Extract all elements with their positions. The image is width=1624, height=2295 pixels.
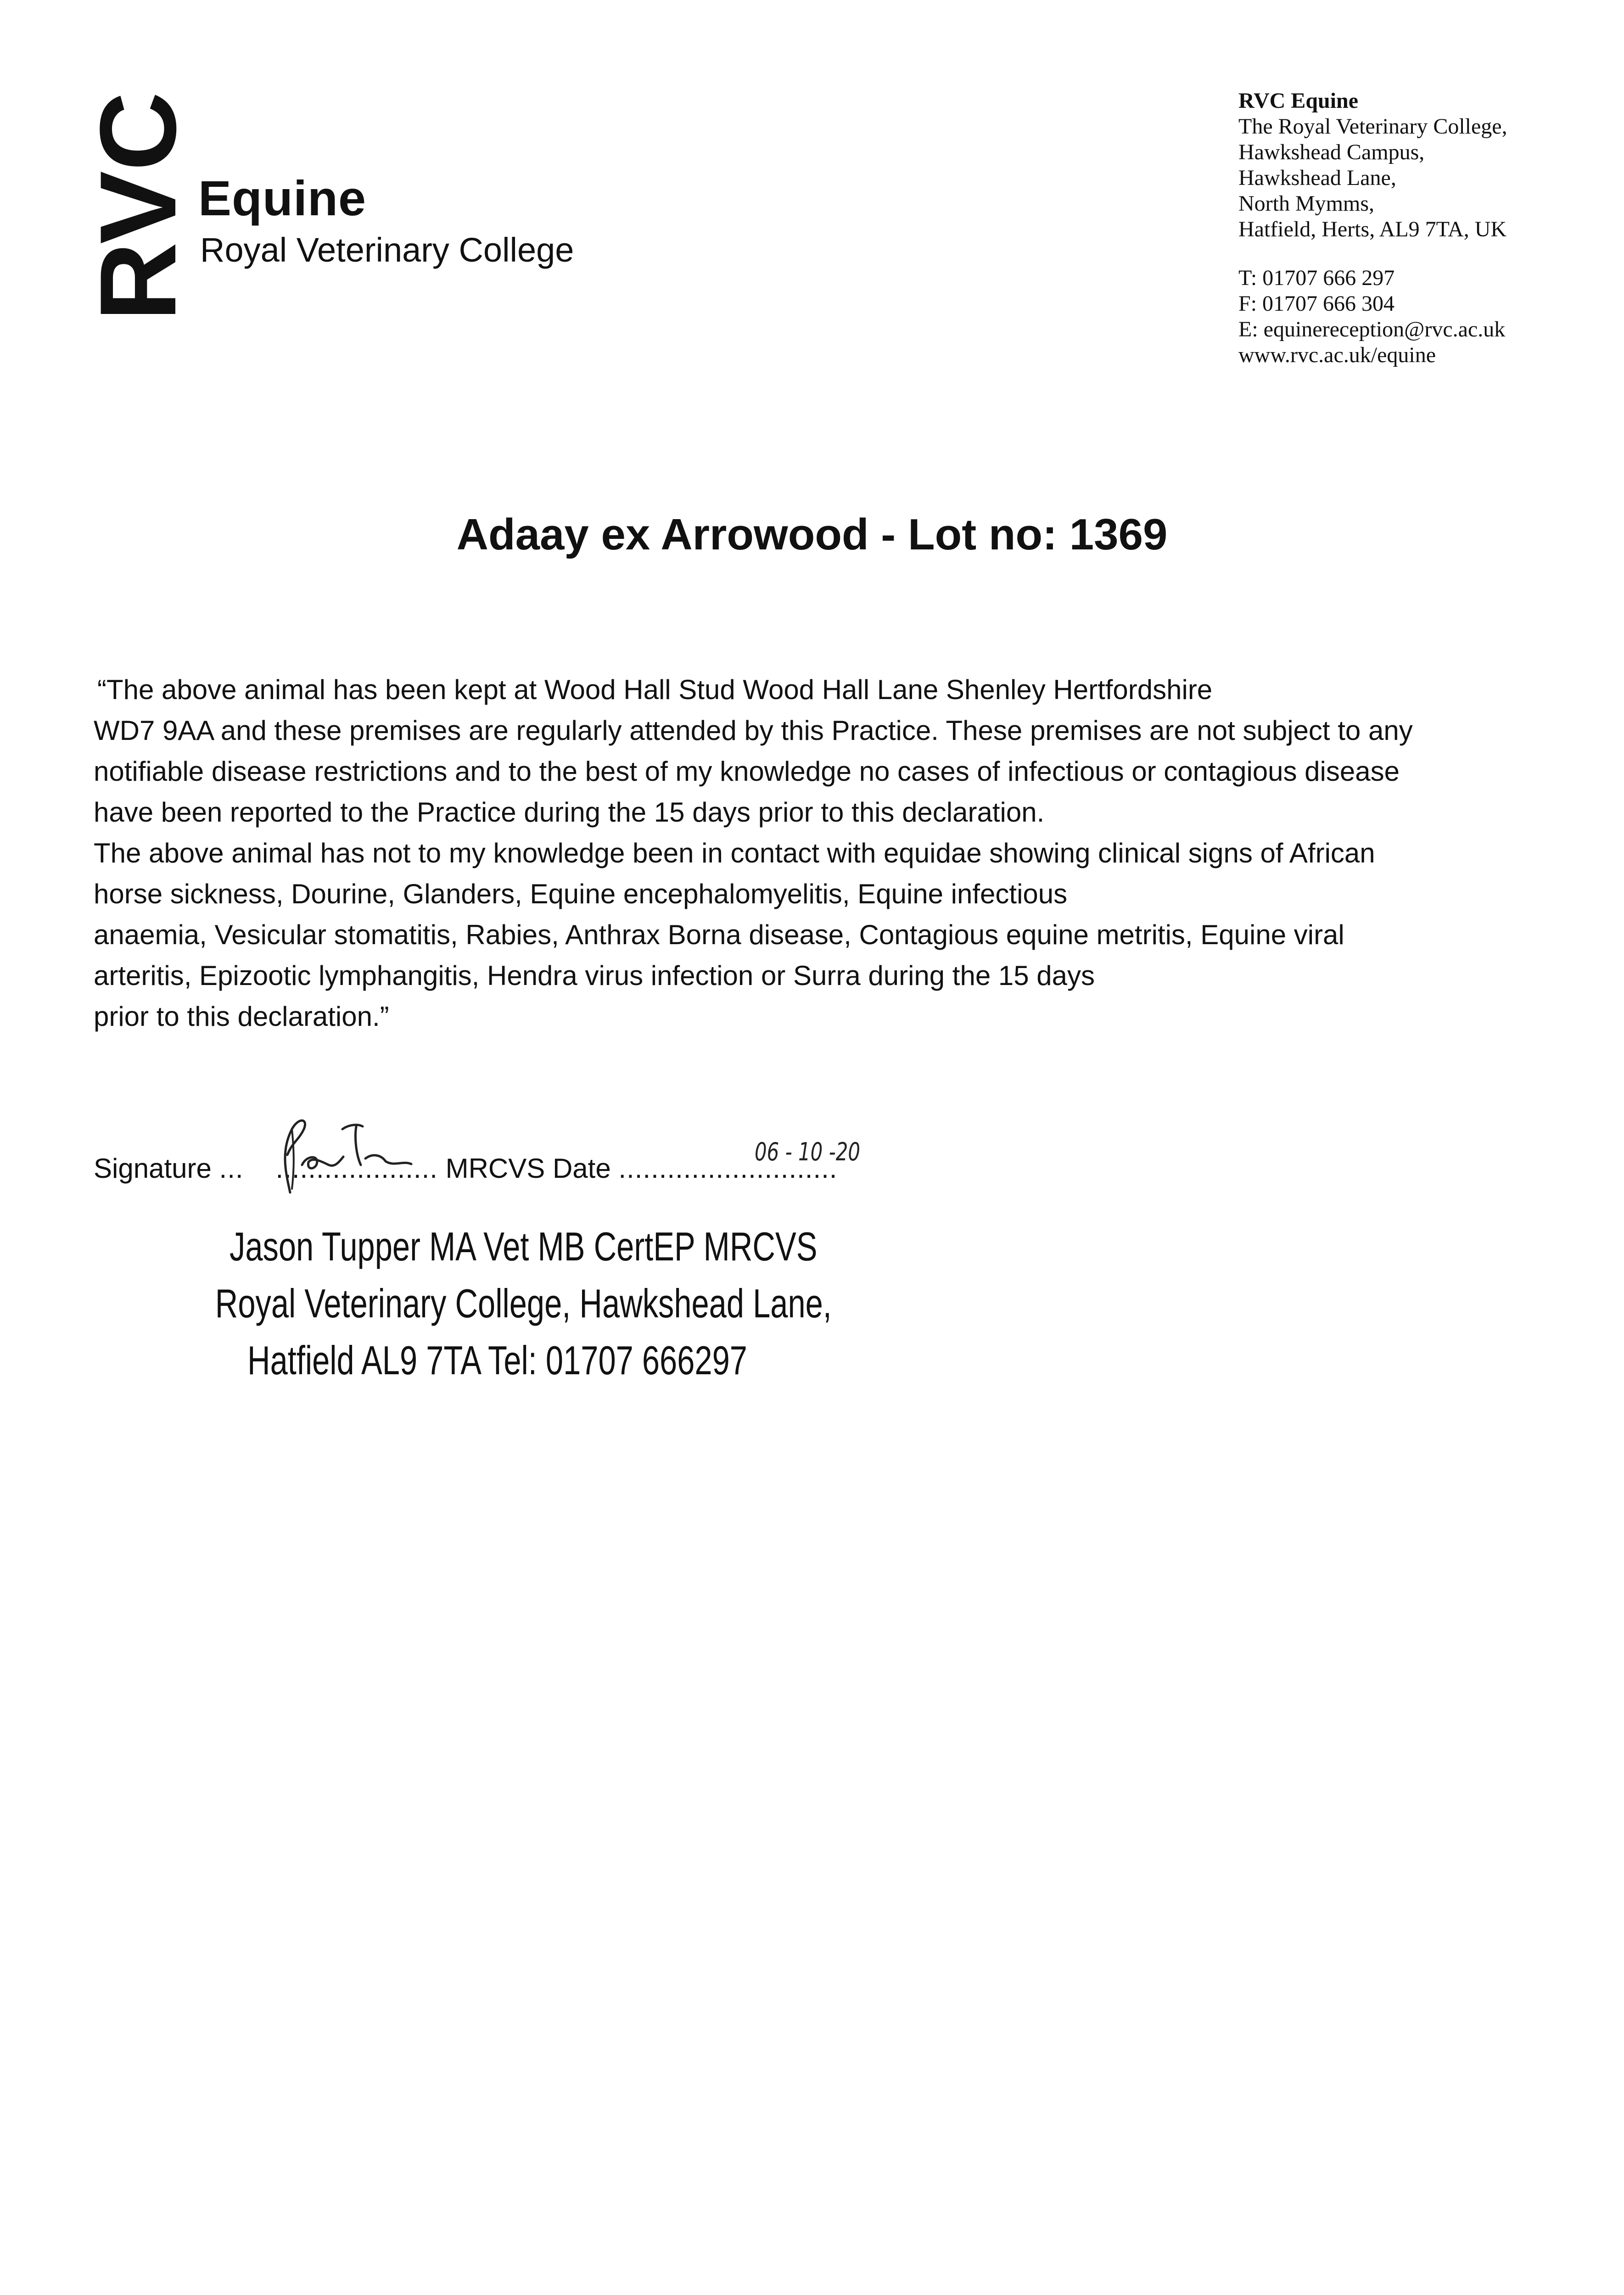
stamp-line: Jason Tupper MA Vet MB CertEP MRCVS — [230, 1224, 818, 1269]
logo-equine-wordmark: Equine — [198, 170, 367, 226]
declaration-line: notifiable disease restrictions and to the best of my knowledge no cases of infectious or contagious disease — [94, 756, 1400, 787]
address-line: Hawkshead Campus, — [1238, 140, 1425, 164]
declaration-line: prior to this declaration.” — [94, 1001, 389, 1032]
handwritten-date-text: 06 - 10 -20 — [755, 1137, 860, 1166]
signature-scribble-icon — [248, 1111, 431, 1198]
address-line: The Royal Veterinary College, — [1238, 114, 1507, 139]
signature-row — [94, 1155, 837, 1182]
declaration-line: horse sickness, Dourine, Glanders, Equine encephalomyelitis, Equine infectious — [94, 879, 1068, 909]
contact-phone: T: 01707 666 297 — [1238, 266, 1395, 290]
contact-website: www.rvc.ac.uk/equine — [1238, 343, 1436, 367]
declaration-line: “The above animal has been kept at Wood Hall Stud Wood Hall Lane Shenley Hertfordshire — [97, 674, 1213, 705]
vet-stamp — [215, 1224, 832, 1397]
stamp-line: Hatfield AL9 7TA Tel: 01707 666297 — [247, 1338, 747, 1383]
signature-label: Signature — [94, 1153, 212, 1184]
address-spacer — [1238, 242, 1507, 265]
declaration-line: WD7 9AA and these premises are regularly attended by this Practice. These premises are not subject to any — [94, 715, 1413, 746]
address-block — [1238, 88, 1507, 368]
declaration-line: The above animal has not to my knowledge been in contact with equidae showing clinical signs of African — [94, 838, 1375, 868]
rvc-logo-text: RVC — [78, 94, 199, 321]
stamp-line: Royal Veterinary College, Hawkshead Lane, — [215, 1281, 832, 1326]
declaration-line: anaemia, Vesicular stomatitis, Rabies, Anthrax Borna disease, Contagious equine metritis, Equine viral — [94, 919, 1344, 950]
signature-dots-mid: .................... — [275, 1153, 438, 1184]
declaration-text — [94, 669, 1553, 1037]
handwritten-signature — [248, 1111, 431, 1198]
rvc-logo-mark — [78, 87, 199, 326]
handwritten-date-icon — [753, 1133, 863, 1174]
rvc-logo-icon — [78, 87, 199, 326]
declaration-line: have been reported to the Practice during the 15 days prior to this declaration. — [94, 797, 1045, 828]
handwritten-date — [753, 1133, 863, 1174]
contact-email: E: equinereception@rvc.ac.uk — [1238, 317, 1506, 341]
address-name: RVC Equine — [1238, 89, 1359, 113]
logo-college-wordmark: Royal Veterinary College — [200, 231, 574, 269]
address-line: North Mymms, — [1238, 191, 1375, 216]
document-title: Adaay ex Arrowood - Lot no: 1369 — [456, 510, 1168, 559]
date-dots: ........................... — [618, 1153, 838, 1184]
contact-fax: F: 01707 666 304 — [1238, 291, 1395, 316]
signature-dots-left: ... — [219, 1153, 244, 1184]
address-line: Hawkshead Lane, — [1238, 166, 1396, 190]
address-line: Hatfield, Herts, AL9 7TA, UK — [1238, 217, 1507, 241]
declaration-line: arteritis, Epizootic lymphangitis, Hendra virus infection or Surra during the 15 days — [94, 960, 1095, 991]
mrcvs-date-label: MRCVS Date — [445, 1153, 611, 1184]
